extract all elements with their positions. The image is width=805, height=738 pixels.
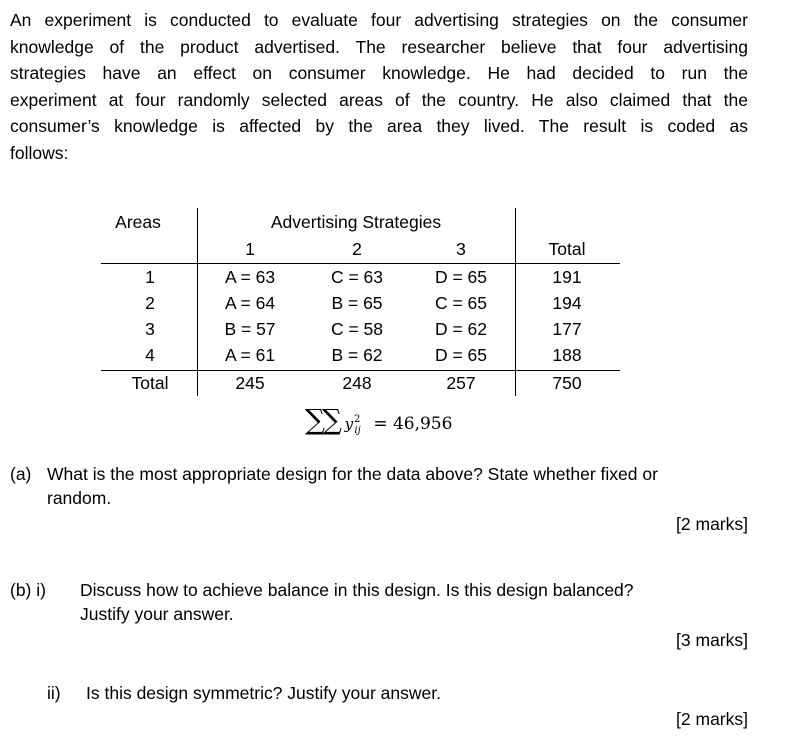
areas-header: Areas [115, 212, 161, 232]
intro-line: knowledge of the product advertised. The researcher believe that four advertising [10, 36, 748, 57]
table-rule-vertical [515, 208, 516, 396]
intro-line: consumer’s knowledge is affected by the area they lived. The result is coded as [10, 116, 748, 136]
area-label: 4 [145, 345, 155, 365]
area-label: 2 [145, 293, 155, 313]
strategy-number: 3 [456, 239, 466, 259]
table-rule-vertical [197, 208, 198, 396]
question-b-i-text: Justify your answer. [80, 604, 234, 624]
table-cell: B = 62 [331, 345, 383, 365]
question-b-i-label: (b) i) [10, 580, 46, 600]
total-row-label: Total [131, 373, 169, 393]
area-label: 3 [145, 319, 155, 339]
formula-variable: y [344, 415, 354, 433]
question-b-i-text: Discuss how to achieve balance in this design. Is this design balanced? [80, 580, 634, 600]
table-cell: B = 57 [224, 319, 276, 339]
grand-total: 750 [552, 373, 582, 393]
intro-line: follows: [10, 142, 69, 163]
table-cell: A = 63 [224, 267, 276, 287]
total-header: Total [548, 239, 586, 259]
question-b-ii-marks: [2 marks] [676, 709, 748, 729]
table-cell: D = 62 [434, 319, 488, 339]
area-label: 1 [145, 267, 155, 287]
table-rule-horizontal [101, 370, 620, 371]
table-cell: B = 65 [331, 293, 383, 313]
table-cell: A = 64 [224, 293, 276, 313]
table-cell: C = 58 [330, 319, 384, 339]
strategy-number: 2 [352, 239, 362, 259]
question-a-text: What is the most appropriate design for the data above? State whether fixed or [47, 464, 658, 484]
question-b-ii-label: ii) [47, 683, 61, 703]
question-a-marks: [2 marks] [676, 514, 748, 534]
table-cell: C = 65 [434, 293, 488, 313]
column-total: 248 [342, 373, 372, 393]
question-a-label: (a) [10, 464, 32, 484]
row-total: 191 [552, 267, 582, 287]
strategy-number: 1 [245, 239, 255, 259]
row-total: 177 [552, 319, 582, 339]
table-cell: A = 61 [224, 345, 276, 365]
intro-line: strategies have an effect on consumer knowledge. He had decided to run the [10, 63, 748, 83]
sum-of-squares-formula [305, 403, 452, 436]
row-total: 188 [552, 345, 582, 365]
column-total: 245 [235, 373, 265, 393]
table-cell: D = 65 [434, 267, 488, 287]
table-cell: D = 65 [434, 345, 488, 365]
formula-value: = 46,956 [373, 414, 453, 434]
strategies-header: Advertising Strategies [270, 212, 442, 232]
column-total: 257 [446, 373, 476, 393]
formula-superscript: 2 [354, 414, 361, 425]
table-cell: C = 63 [330, 267, 384, 287]
question-b-ii-text: Is this design symmetric? Justify your answer. [86, 683, 441, 703]
table-rule-horizontal [101, 263, 620, 264]
question-a-text: random. [47, 488, 112, 508]
formula-subscript: ij [354, 425, 361, 436]
row-total: 194 [552, 293, 582, 313]
intro-line: experiment at four randomly selected areas of the country. He also claimed that the [10, 89, 748, 110]
question-b-i-marks: [3 marks] [676, 630, 748, 650]
double-sigma: ∑∑ [305, 403, 339, 436]
intro-line: An experiment is conducted to evaluate four advertising strategies on the consumer [10, 10, 748, 30]
